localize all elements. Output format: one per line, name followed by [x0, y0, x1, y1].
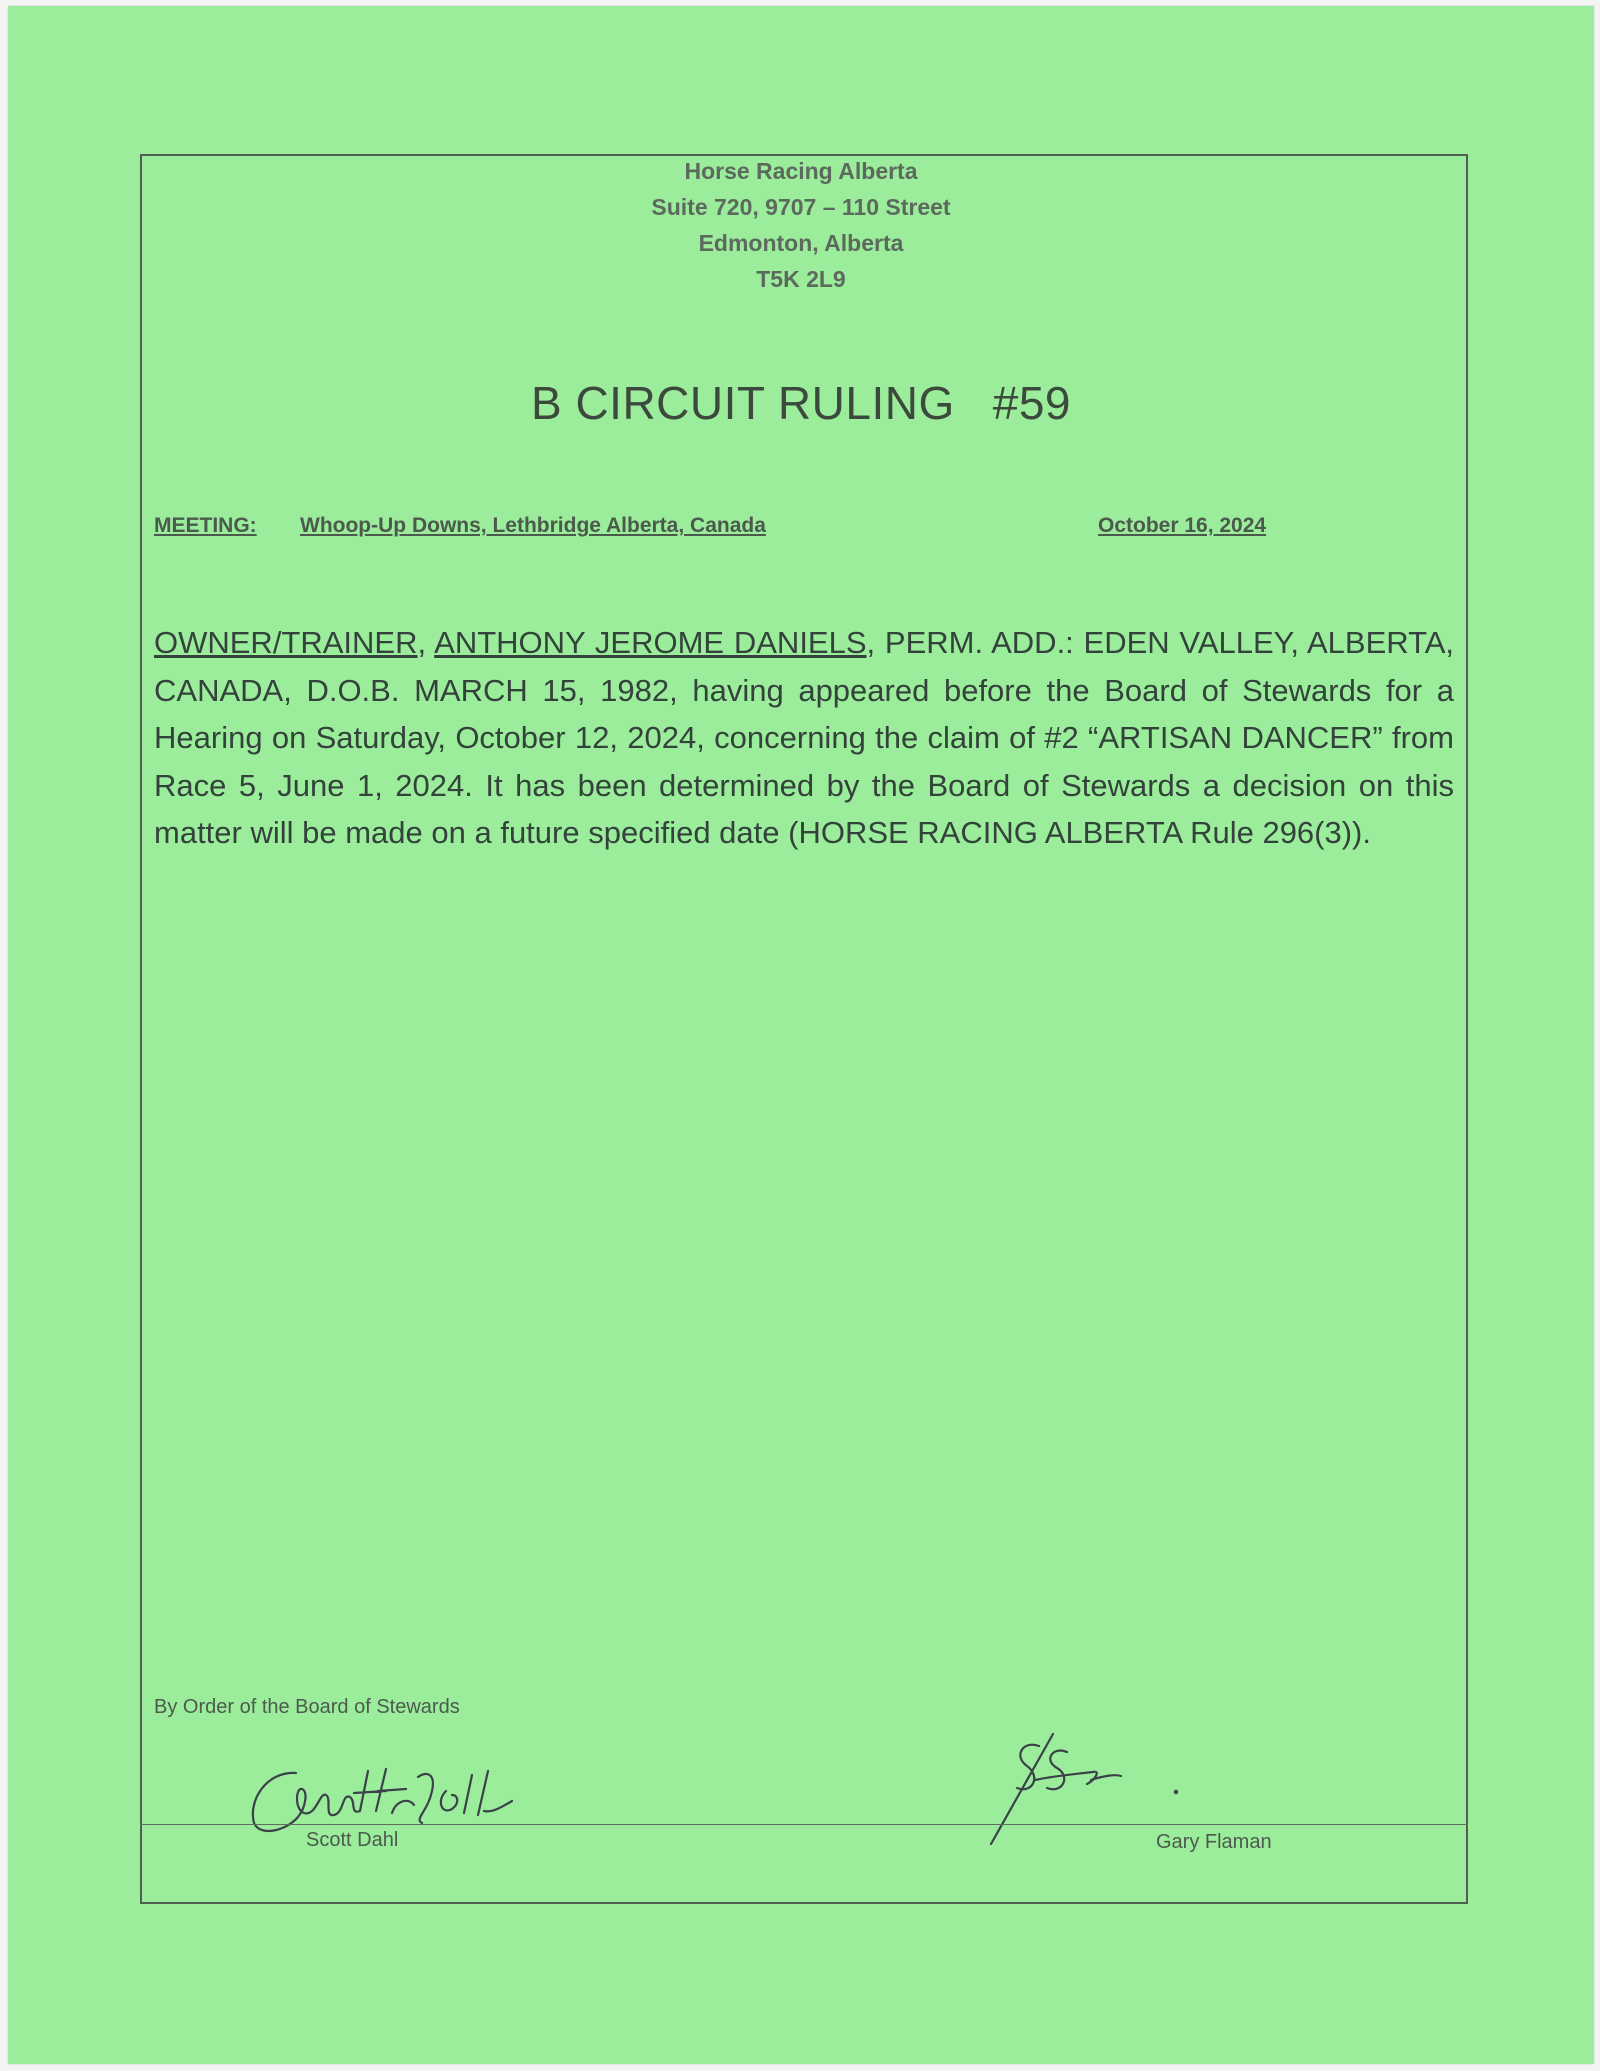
- org-name: Horse Racing Alberta: [684, 158, 918, 184]
- ruling-number: #59: [992, 377, 1071, 429]
- steward-2-name: Gary Flaman: [1156, 1831, 1272, 1853]
- by-order-statement: By Order of the Board of Stewards: [154, 1696, 460, 1718]
- org-address: Suite 720, 9707 – 110 Street: [651, 194, 951, 220]
- meeting-date: October 16, 2024: [1098, 514, 1267, 537]
- ruling-body-text: , PERM. ADD.: EDEN VALLEY, ALBERTA, CANADA, D.O.B. MARCH 15, 1982, having appeared before the Board of Stewards for a Hearing on Saturday, October 12, 2024, concerning the claim of #2 “ARTISAN DANCER” from Race 5, June 1, 2024. It has been determined by the Board of Stewards a decision on this matter will be made on a future specified date (HORSE RACING ALBERTA Rule 296(3)).: [154, 625, 1455, 850]
- org-postal-code: T5K 2L9: [756, 266, 846, 292]
- ruling-document: [8, 6, 1594, 2064]
- org-city: Edmonton, Alberta: [698, 230, 904, 256]
- licensee-name: ANTHONY JEROME DANIELS: [434, 625, 867, 660]
- licensee-role: OWNER/TRAINER: [154, 625, 418, 660]
- meeting-label: MEETING:: [154, 514, 257, 537]
- ruling-title: [8, 376, 1594, 430]
- steward-1-signature: [236, 1751, 546, 1841]
- body-separator: ,: [417, 625, 435, 660]
- ruling-title-text: B CIRCUIT RULING: [530, 377, 955, 429]
- steward-1-name: Scott Dahl: [306, 1829, 399, 1851]
- meeting-location: Whoop-Up Downs, Lethbridge Alberta, Canada: [300, 514, 766, 537]
- signature-line: [140, 1824, 1468, 1825]
- ruling-body: [154, 619, 1454, 857]
